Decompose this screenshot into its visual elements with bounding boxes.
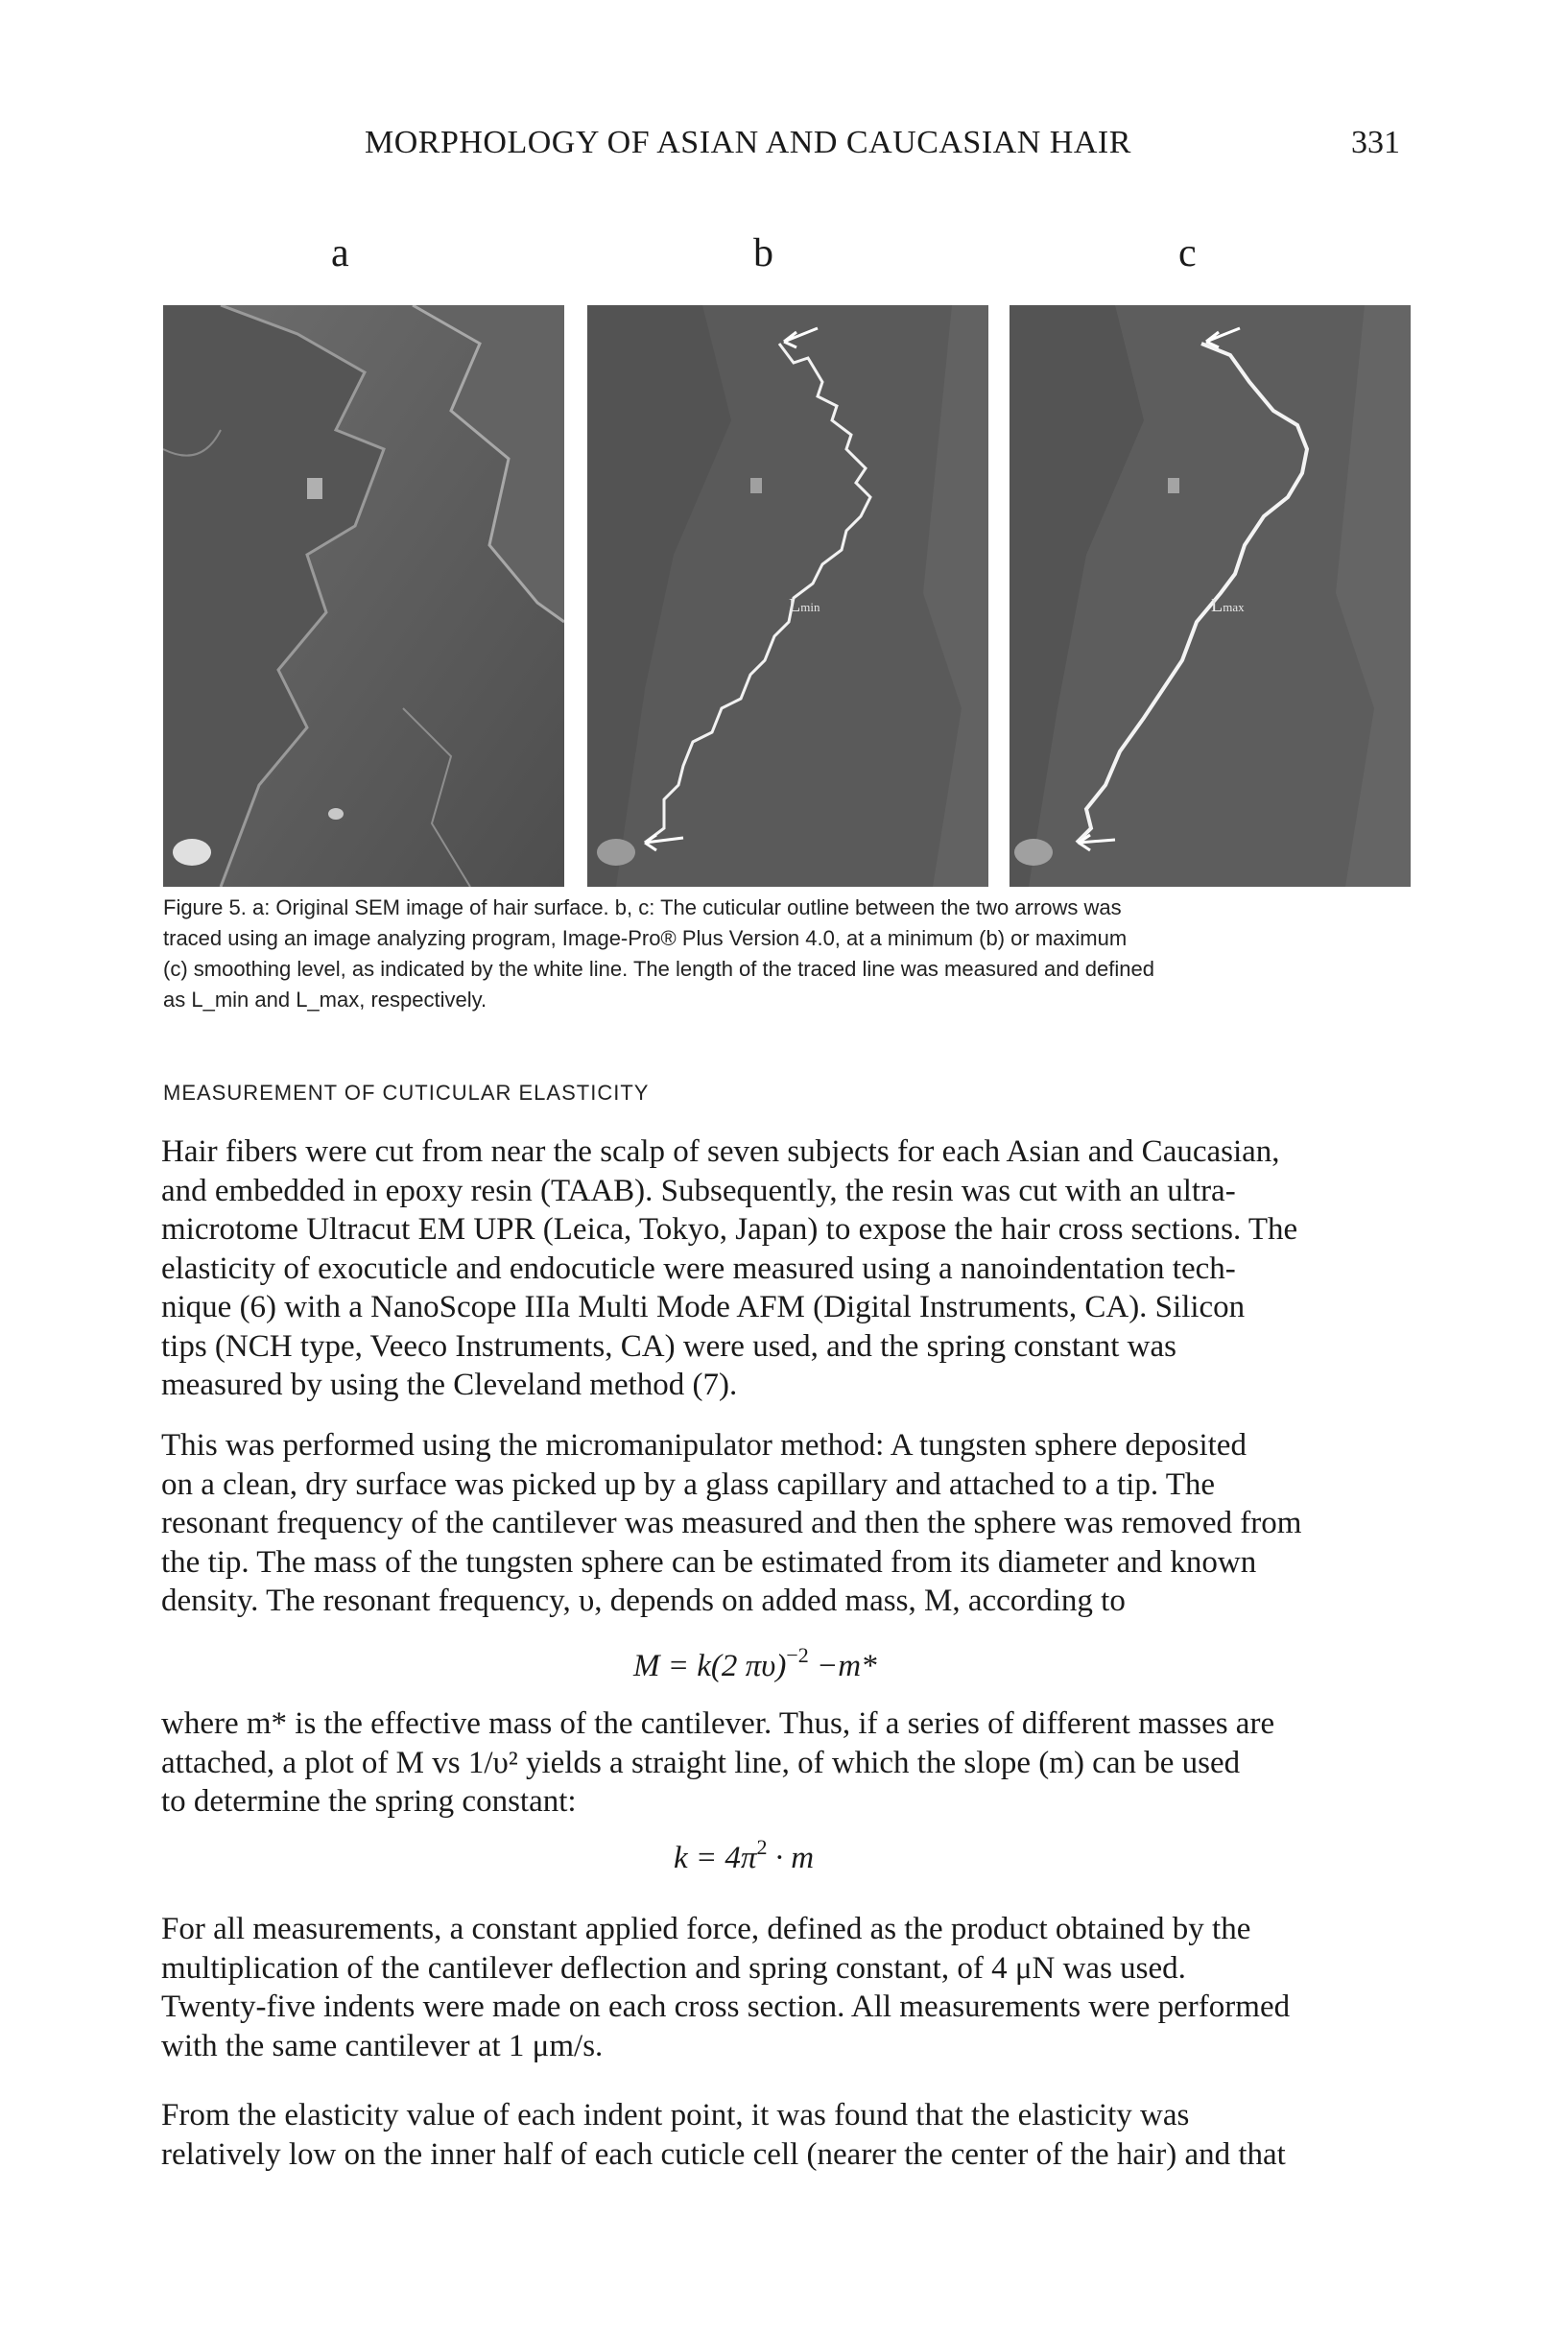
equation-resonance: M = k(2 πυ)$^{-2}$ −m* (633, 1643, 877, 1683)
paragraph-4: For all measurements, a constant applied force, defined as the product obtained by the multiplication of the cantilever deflection and spring constant, of 4 μN was used. Twenty-five indents were made on each cross section. All measurements were performed with the same cantilever at 1 μm/s. (161, 1912, 1291, 2063)
sem-image-a-graphic (163, 305, 564, 887)
panel-label-c: c (1178, 231, 1197, 275)
caption-line-2: traced using an image analyzing program, Image-Pro® Plus Version 4.0, at a minimum (b) or maximum (163, 926, 1128, 950)
section-heading: MEASUREMENT OF CUTICULAR ELASTICITY (163, 1081, 650, 1105)
sem-image-c (1010, 305, 1411, 887)
sem-image-b-graphic (587, 305, 988, 887)
caption-line-4: as L_min and L_max, respectively. (163, 988, 487, 1012)
caption-lead: Figure 5. (163, 895, 247, 919)
caption-line-1: Figure 5. a: Original SEM image of hair surface. b, c: The cuticular outline between the two arrows was (163, 895, 1122, 919)
lmax-label: Lmax (1211, 595, 1245, 616)
lmin-label: Lmin (789, 595, 820, 616)
paragraph-5: From the elasticity value of each indent point, it was found that the elasticity was relatively low on the inner half of each cuticle cell (nearer the center of the hair) and that (161, 2098, 1286, 2172)
paragraph-3: where m* is the effective mass of the cantilever. Thus, if a series of different masses are attached, a plot of M vs 1/υ² yields a straight line, of which the slope (m) can be used to determine the spring constant: (161, 1706, 1275, 1819)
paragraph-2: This was performed using the micromanipulator method: A tungsten sphere deposited on a clean, dry surface was picked up by a glass capillary and attached to a tip. The resonant frequency of the cantilever was measured and then the sphere was removed from the tip. The mass of the tungsten sphere can be estimated from its diameter and known density. The resonant frequency, υ, depends on added mass, M, according to (161, 1428, 1302, 1618)
equation-spring-constant: $k = 4\pi^2 \cdot m$ (674, 1835, 815, 1875)
figure-caption (163, 893, 1411, 1015)
panel-label-b: b (753, 231, 773, 275)
sem-image-c-graphic (1010, 305, 1411, 887)
page-number: 331 (1351, 125, 1400, 160)
panel-label-a: a (331, 231, 349, 275)
sem-image-b (587, 305, 988, 887)
paragraph-1: Hair fibers were cut from near the scalp of seven subjects for each Asian and Caucasian, and embedded in epoxy resin (TAAB). Subsequently, the resin was cut with an ultra- microtome Ultracut EM UPR (Leica, Tokyo, Japan) to expose the hair cross sections. The elasticity of exocuticle and endocuticle were measured using a nanoindentation tech- nique (6) with a NanoScope IIIa Multi Mode AFM (Digital Instruments, CA). Silicon tips (NCH type, Veeco Instruments, CA) were used, and the spring constant was measured by using the Cleveland method (7). (161, 1134, 1298, 1402)
running-title: MORPHOLOGY OF ASIAN AND CAUCASIAN HAIR (365, 125, 1131, 160)
caption-line-3: (c) smoothing level, as indicated by the white line. The length of the traced line was measured and defined (163, 957, 1154, 981)
sem-image-a (163, 305, 564, 887)
